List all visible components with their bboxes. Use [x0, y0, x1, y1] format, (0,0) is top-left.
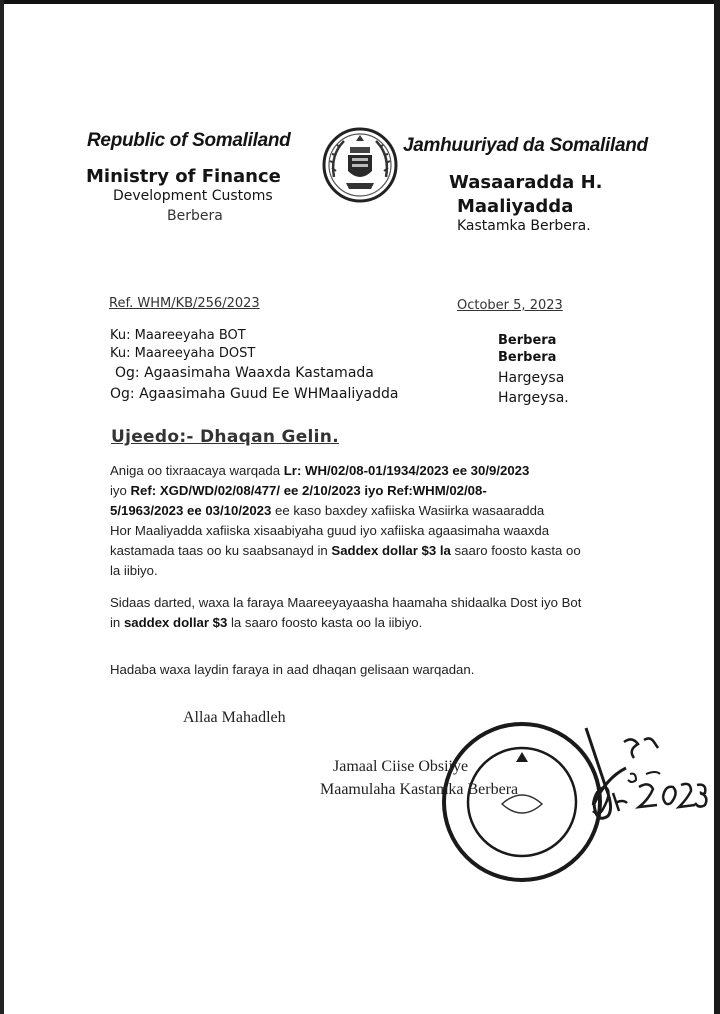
p1-text: kastamada taas oo ku saabsanayd in — [110, 543, 332, 558]
letterhead-right-ministry-2: Maaliyadda — [457, 196, 574, 217]
letterhead-left-title: Republic of Somaliland — [87, 130, 291, 151]
closing-greeting: Allaa Mahadleh — [183, 709, 286, 726]
p1-line-4: Hor Maaliyadda xafiiska xisaabiyaha guud iyo xafiiska agaasimaha waaxda — [110, 523, 550, 538]
letterhead-right-ministry-1: Wasaaradda H. — [449, 172, 603, 193]
letter-date: October 5, 2023 — [457, 298, 563, 313]
recipient-1: Ku: Maareeyaha BOT — [110, 328, 246, 343]
letterhead-left-city: Berbera — [167, 208, 223, 224]
p1-text: ee kaso baxdey xafiiska Wasiirka wasaaradda — [271, 503, 545, 518]
recipient-2-city: Berbera — [498, 350, 557, 365]
signatory-name: Jamaal Ciise Obsiiye — [333, 758, 469, 775]
p1-line-6: la iibiyo. — [110, 563, 158, 578]
body-paragraph-1 — [110, 461, 640, 581]
recipient-3-city: Hargeysa — [498, 370, 565, 386]
p2-text: in — [110, 615, 124, 630]
p2-amount: saddex dollar $3 — [123, 615, 228, 630]
letter-subject: Ujeedo:- Dhaqan Gelin. — [111, 427, 339, 447]
recipient-1-city: Berbera — [498, 333, 557, 348]
p1-ref-1: Lr: WH/02/08-01/1934/2023 ee 30/9/2023 — [283, 463, 530, 478]
coat-of-arms-emblem-icon — [320, 125, 400, 205]
p1-amount: Saddex dollar $3 la — [331, 543, 451, 558]
p1-text: iyo — [110, 483, 131, 498]
recipient-4: Og: Agaasimaha Guud Ee WHMaaliyadda — [110, 386, 399, 402]
body-paragraph-3: Hadaba waxa laydin faraya in aad dhaqan gelisaan warqadan. — [110, 662, 475, 677]
p2-line-1: Sidaas darted, waxa la faraya Maareeyayaasha haamaha shidaalka Dost iyo Bot — [110, 595, 582, 610]
letterhead-left-ministry: Ministry of Finance — [86, 166, 281, 187]
letterhead-right-dept: Kastamka Berbera. — [457, 218, 591, 234]
p1-text: saaro foosto kasta oo — [450, 543, 581, 558]
recipient-4-city: Hargeysa. — [498, 390, 569, 406]
letterhead-right-title: Jamhuuriyad da Somaliland — [403, 135, 648, 156]
recipient-2: Ku: Maareeyaha DOST — [110, 346, 256, 361]
body-paragraph-2 — [110, 593, 640, 633]
p1-ref-2: Ref: XGD/WD/02/08/477/ ee 2/10/2023 iyo Ref:WHM/02/08- — [130, 483, 487, 498]
page-border-left — [0, 0, 4, 1014]
handwritten-date-icon — [585, 775, 715, 825]
p2-text: la saaro foosto kasta oo la iibiyo. — [227, 615, 423, 630]
page-border-right — [714, 0, 720, 1014]
recipient-3: Og: Agaasimaha Waaxda Kastamada — [115, 365, 374, 381]
p1-ref-3: 5/1963/2023 ee 03/10/2023 — [110, 503, 272, 518]
signatory-title: Maamulaha Kastamka Berbera — [320, 781, 519, 798]
reference-number: Ref. WHM/KB/256/2023 — [109, 296, 260, 311]
letterhead-left-dept: Development Customs — [113, 188, 273, 204]
p1-text: Aniga oo tixraacaya warqada — [110, 463, 284, 478]
page-border-top — [0, 0, 720, 4]
